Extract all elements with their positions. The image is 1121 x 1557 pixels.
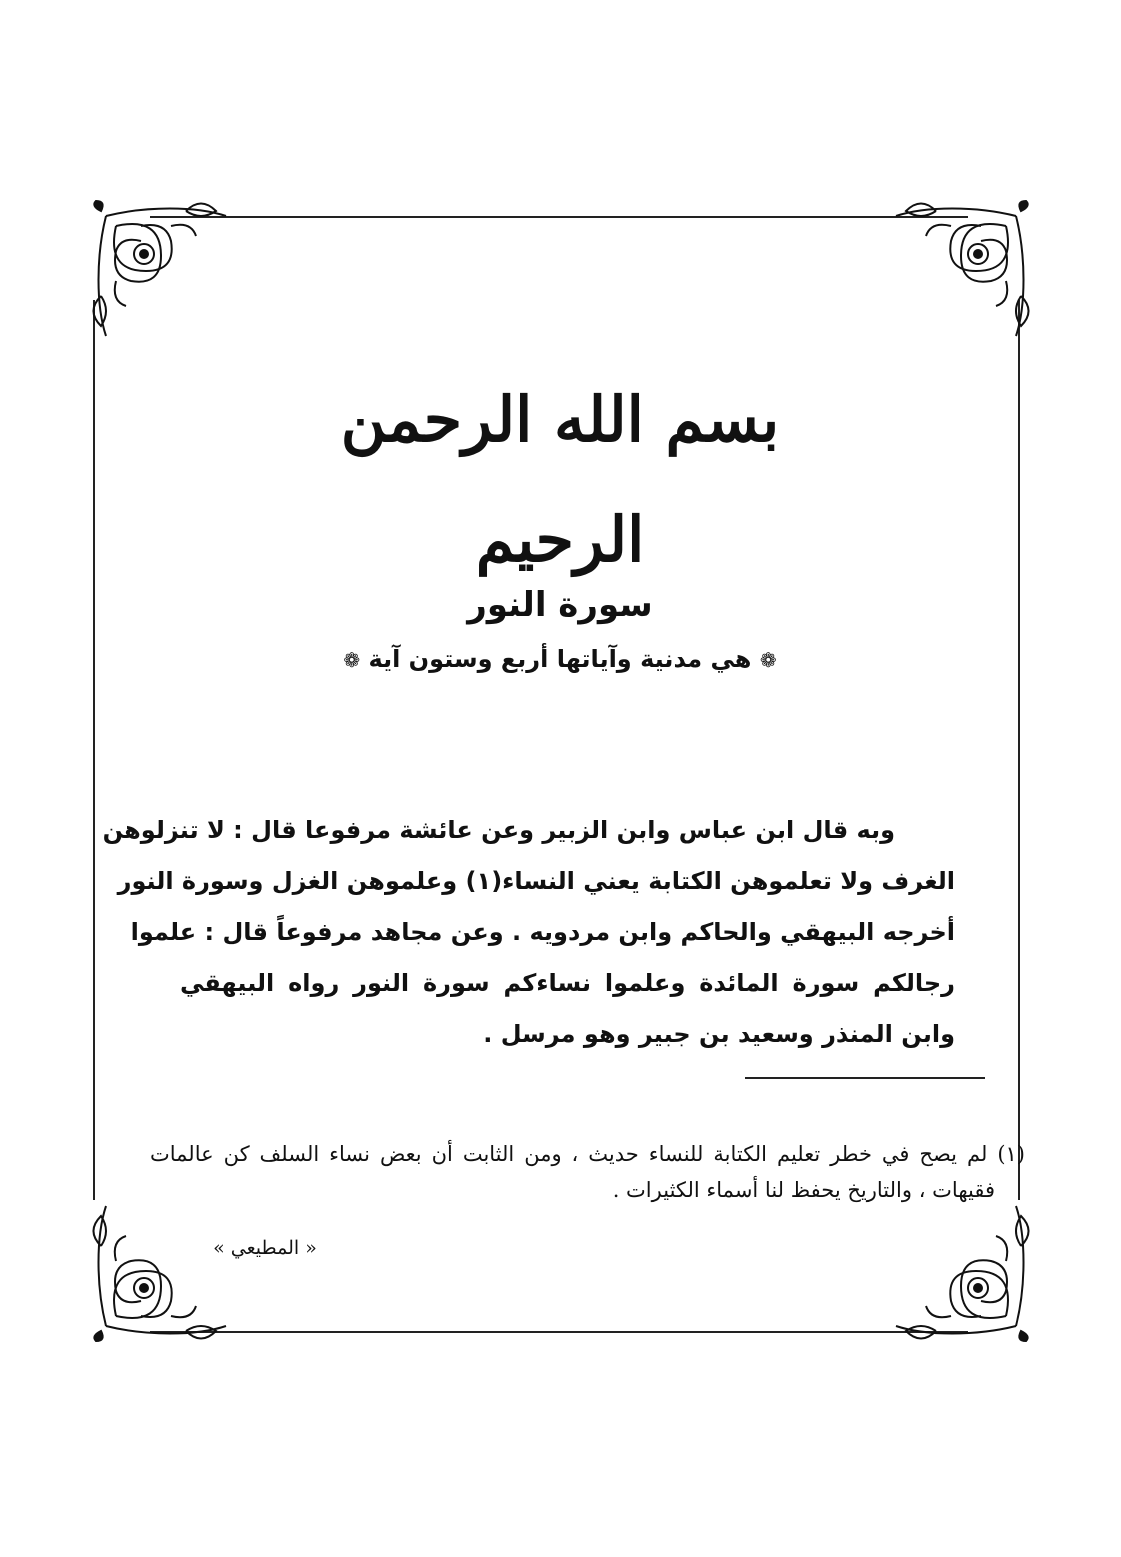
frame-top-border xyxy=(150,216,968,218)
footnote-separator xyxy=(745,1077,985,1079)
frame-right-border xyxy=(1018,300,1020,1200)
body-line: رجالكم سورة المائدة وعلموا نساءكم سورة النور رواه البيهقي xyxy=(180,969,955,997)
surah-info-text: هي مدنية وآياتها أربع وستون آية xyxy=(368,645,752,673)
body-paragraph xyxy=(102,805,955,1060)
basmala-calligraphy: بسم الله الرحمن الرحيم xyxy=(340,383,780,576)
body-line: الغرف ولا تعلموهن الكتابة يعني النساء(١) وعلموهن الغزل وسورة النور xyxy=(117,867,955,895)
body-line: وبه قال ابن عباس وابن الزبير وعن عائشة مرفوعا قال : لا تنزلوهن xyxy=(102,816,895,844)
footnote-line: (١) لم يصح في خطر تعليم الكتابة للنساء حديث ، ومن الثابت أن بعض نساء السلف كن عالمات xyxy=(150,1142,1025,1166)
footnote-line: فقيهات ، والتاريخ يحفظ لنا أسماء الكثيرات . xyxy=(612,1178,995,1202)
corner-ornament-icon xyxy=(886,1196,1036,1346)
ornament-right-icon: ❁ xyxy=(759,648,777,672)
corner-ornament-icon xyxy=(886,196,1036,346)
corner-ornament-icon xyxy=(86,1196,236,1346)
surah-info xyxy=(300,645,820,685)
frame-left-border xyxy=(93,300,95,1200)
body-line: وابن المنذر وسعيد بن جبير وهو مرسل . xyxy=(483,1020,955,1048)
footnote-attribution: « المطيعي » xyxy=(213,1237,317,1259)
surah-title: سورة النور xyxy=(467,585,653,625)
ornament-left-icon: ❁ xyxy=(343,648,361,672)
frame-bottom-border xyxy=(150,1331,968,1333)
footnote xyxy=(150,1136,1025,1208)
corner-ornament-icon xyxy=(86,196,236,346)
body-line: أخرجه البيهقي والحاكم وابن مردويه . وعن مجاهد مرفوعاً قال : علموا xyxy=(130,918,955,946)
